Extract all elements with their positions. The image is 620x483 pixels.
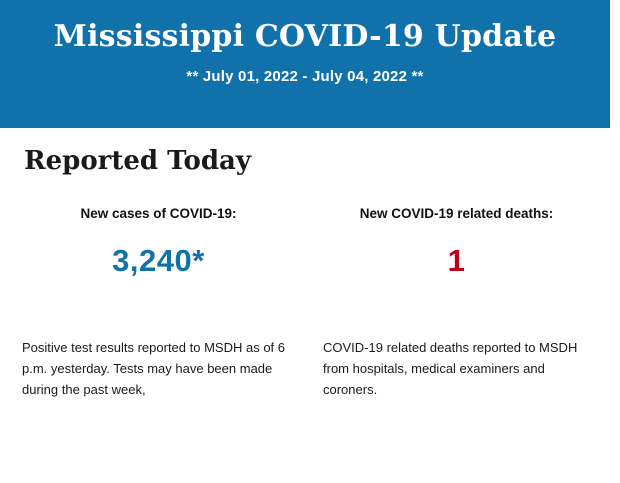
stat-cases-label: New cases of COVID-19: xyxy=(80,206,237,221)
stat-cases-value: 3,240* xyxy=(112,243,205,278)
page-banner xyxy=(0,0,610,128)
stat-cases xyxy=(22,206,305,279)
stat-deaths-note: COVID-19 related deaths reported to MSDH from hospitals, medical examiners and coroners. xyxy=(323,340,578,397)
stat-deaths xyxy=(305,206,588,279)
stat-cases-note: Positive test results reported to MSDH as of 6 p.m. yesterday. Tests may have been made during the past week, xyxy=(22,340,285,397)
date-range: ** July 01, 2022 - July 04, 2022 ** xyxy=(186,68,424,85)
notes-row xyxy=(0,337,620,400)
page-title: Mississippi COVID-19 Update xyxy=(53,19,557,54)
stats-row xyxy=(0,206,620,279)
stat-deaths-value: 1 xyxy=(447,243,466,278)
section-heading: Reported Today xyxy=(24,146,251,176)
stat-deaths-label: New COVID-19 related deaths: xyxy=(359,206,554,221)
